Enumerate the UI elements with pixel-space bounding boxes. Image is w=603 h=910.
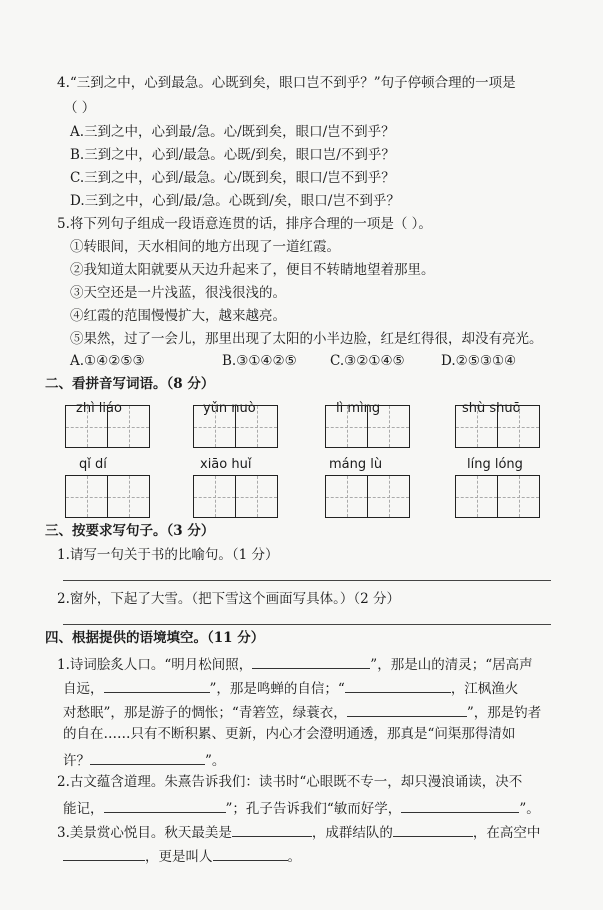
blank-4[interactable] xyxy=(347,704,467,717)
q4-option-c[interactable]: C.三到之中，心到/最急。心/既到矣，眼口/岂不到乎？ xyxy=(70,170,395,186)
sec4-line-5 xyxy=(63,752,225,769)
section-4-title: 四、根据提供的语境填空。（11 分） xyxy=(45,630,265,646)
pinyin-6: xiāo huǐ xyxy=(200,457,252,472)
sec3-q1-answer-line[interactable] xyxy=(63,580,551,581)
pinyin-7: máng lù xyxy=(329,457,383,472)
pinyin-5: qǐ dí xyxy=(79,457,107,472)
char-box-4[interactable] xyxy=(455,405,540,448)
sec4-l3-text-a: 对愁眠”，那是游子的惆怅；“青箬笠，绿蓑衣， xyxy=(63,705,347,721)
sec4-line-3 xyxy=(63,704,541,721)
sec4-line-8 xyxy=(57,824,540,841)
pinyin-1: zhì liáo xyxy=(76,401,122,416)
sec3-q2-answer-line[interactable] xyxy=(63,624,551,625)
sec4-line-9 xyxy=(63,848,301,865)
char-box-8[interactable] xyxy=(455,475,540,518)
char-box-2[interactable] xyxy=(193,405,278,448)
char-box-3[interactable] xyxy=(325,405,410,448)
blank-1[interactable] xyxy=(252,656,370,669)
pinyin-3: lì mìng xyxy=(336,401,381,416)
sec4-l8-text-b: ，成群结队的 xyxy=(311,825,393,841)
blank-7[interactable] xyxy=(401,800,519,813)
section-3-title: 三、按要求写句子。（3 分） xyxy=(45,523,215,539)
q5-choice-c[interactable]: C.③②①④⑤ xyxy=(330,353,405,369)
blank-5[interactable] xyxy=(90,752,205,765)
q5-choice-b[interactable]: B.③①④②⑤ xyxy=(222,353,297,369)
blank-2[interactable] xyxy=(104,680,210,693)
char-box-1[interactable] xyxy=(65,405,150,448)
blank-10[interactable] xyxy=(63,848,145,861)
sec4-l5-text-b: ”。 xyxy=(205,753,226,769)
pinyin-2: yǔn nuò xyxy=(203,401,256,416)
q4-stem: 4.“三到之中，心到最急。心既到矣，眼口岂不到乎？”句子停顿合理的一项是 xyxy=(57,75,516,91)
q5-item-5: ⑤果然，过了一会儿，那里出现了太阳的小半边脸，红是红得很，却没有亮光。 xyxy=(70,331,543,347)
sec4-line-4: 的自在……只有不断积累、更新，内心才会澄明通透，那真是“问渠那得清如 xyxy=(63,726,516,742)
char-box-7[interactable] xyxy=(325,475,410,518)
sec4-l7-text-b: ”；孔子告诉我们“敏而好学， xyxy=(225,801,402,817)
sec4-l1-text-b: ”，那是山的清灵；“居高声 xyxy=(370,657,533,673)
q5-item-3: ③天空还是一片浅蓝，很浅很浅的。 xyxy=(70,285,286,301)
q4-answer-paren[interactable]: （ ） xyxy=(64,100,96,116)
sec4-line-1 xyxy=(57,656,533,673)
q5-stem: 5.将下列句子组成一段语意连贯的话，排序合理的一项是（ ）。 xyxy=(57,216,432,232)
sec4-l2-text-a: 自远， xyxy=(63,681,104,697)
section-2-title: 二、看拼音写词语。（8 分） xyxy=(45,376,215,392)
q4-option-a[interactable]: A.三到之中，心到最/急。心/既到矣，眼口/岂不到乎？ xyxy=(70,124,395,140)
blank-11[interactable] xyxy=(213,848,288,861)
blank-3[interactable] xyxy=(345,680,451,693)
sec4-l7-text-c: ”。 xyxy=(519,801,540,817)
q5-item-1: ①转眼间，天水相间的地方出现了一道红霞。 xyxy=(70,239,340,255)
sec4-l7-text-a: 能记， xyxy=(63,801,104,817)
blank-6[interactable] xyxy=(104,800,226,813)
q5-item-4: ④红霞的范围慢慢扩大，越来越亮。 xyxy=(70,308,286,324)
sec4-line-7 xyxy=(63,800,540,817)
q5-choice-a[interactable]: A.①④②⑤③ xyxy=(70,353,145,369)
sec4-l8-text-c: ，在高空中 xyxy=(472,825,541,841)
pinyin-4: shù shuō xyxy=(462,401,521,416)
blank-8[interactable] xyxy=(232,824,312,837)
pinyin-8: líng lóng xyxy=(467,457,523,472)
char-box-5[interactable] xyxy=(65,475,150,518)
sec4-l8-text-a: 3.美景赏心悦目。秋天最美是 xyxy=(57,825,232,841)
sec3-q1: 1.请写一句关于书的比喻句。（1 分） xyxy=(57,547,279,563)
sec4-line-6: 2.古文蕴含道理。朱熹告诉我们：读书时“心眼既不专一，却只漫浪诵读，决不 xyxy=(57,774,523,790)
sec4-l1-text-a: 1.诗词脍炙人口。“明月松间照， xyxy=(57,657,253,673)
sec4-l2-text-b: ”，那是鸣蝉的自信；“ xyxy=(209,681,345,697)
sec3-q2: 2.窗外，下起了大雪。（把下雪这个画面写具体。）（2 分） xyxy=(57,591,401,607)
sec4-l9-text-a: ，更是叫人 xyxy=(145,849,213,865)
sec4-l3-text-b: ”，那是钓者 xyxy=(466,705,542,721)
blank-9[interactable] xyxy=(393,824,473,837)
sec4-l2-text-c: ，江枫渔火 xyxy=(450,681,519,697)
sec4-l9-text-b: 。 xyxy=(287,849,301,865)
char-box-6[interactable] xyxy=(193,475,278,518)
sec4-l5-text-a: 许？ xyxy=(63,753,90,769)
q5-item-2: ②我知道太阳就要从天边升起来了，便目不转睛地望着那里。 xyxy=(70,262,435,278)
sec4-line-2 xyxy=(63,680,518,697)
q4-option-d[interactable]: D.三到之中，心到/最/急。心既到/矣，眼口/岂不到乎？ xyxy=(70,193,400,209)
q4-option-b[interactable]: B.三到之中，心到/最急。心既/到矣，眼口岂/不到乎？ xyxy=(70,147,395,163)
q5-choice-d[interactable]: D.②⑤③①④ xyxy=(441,353,517,369)
